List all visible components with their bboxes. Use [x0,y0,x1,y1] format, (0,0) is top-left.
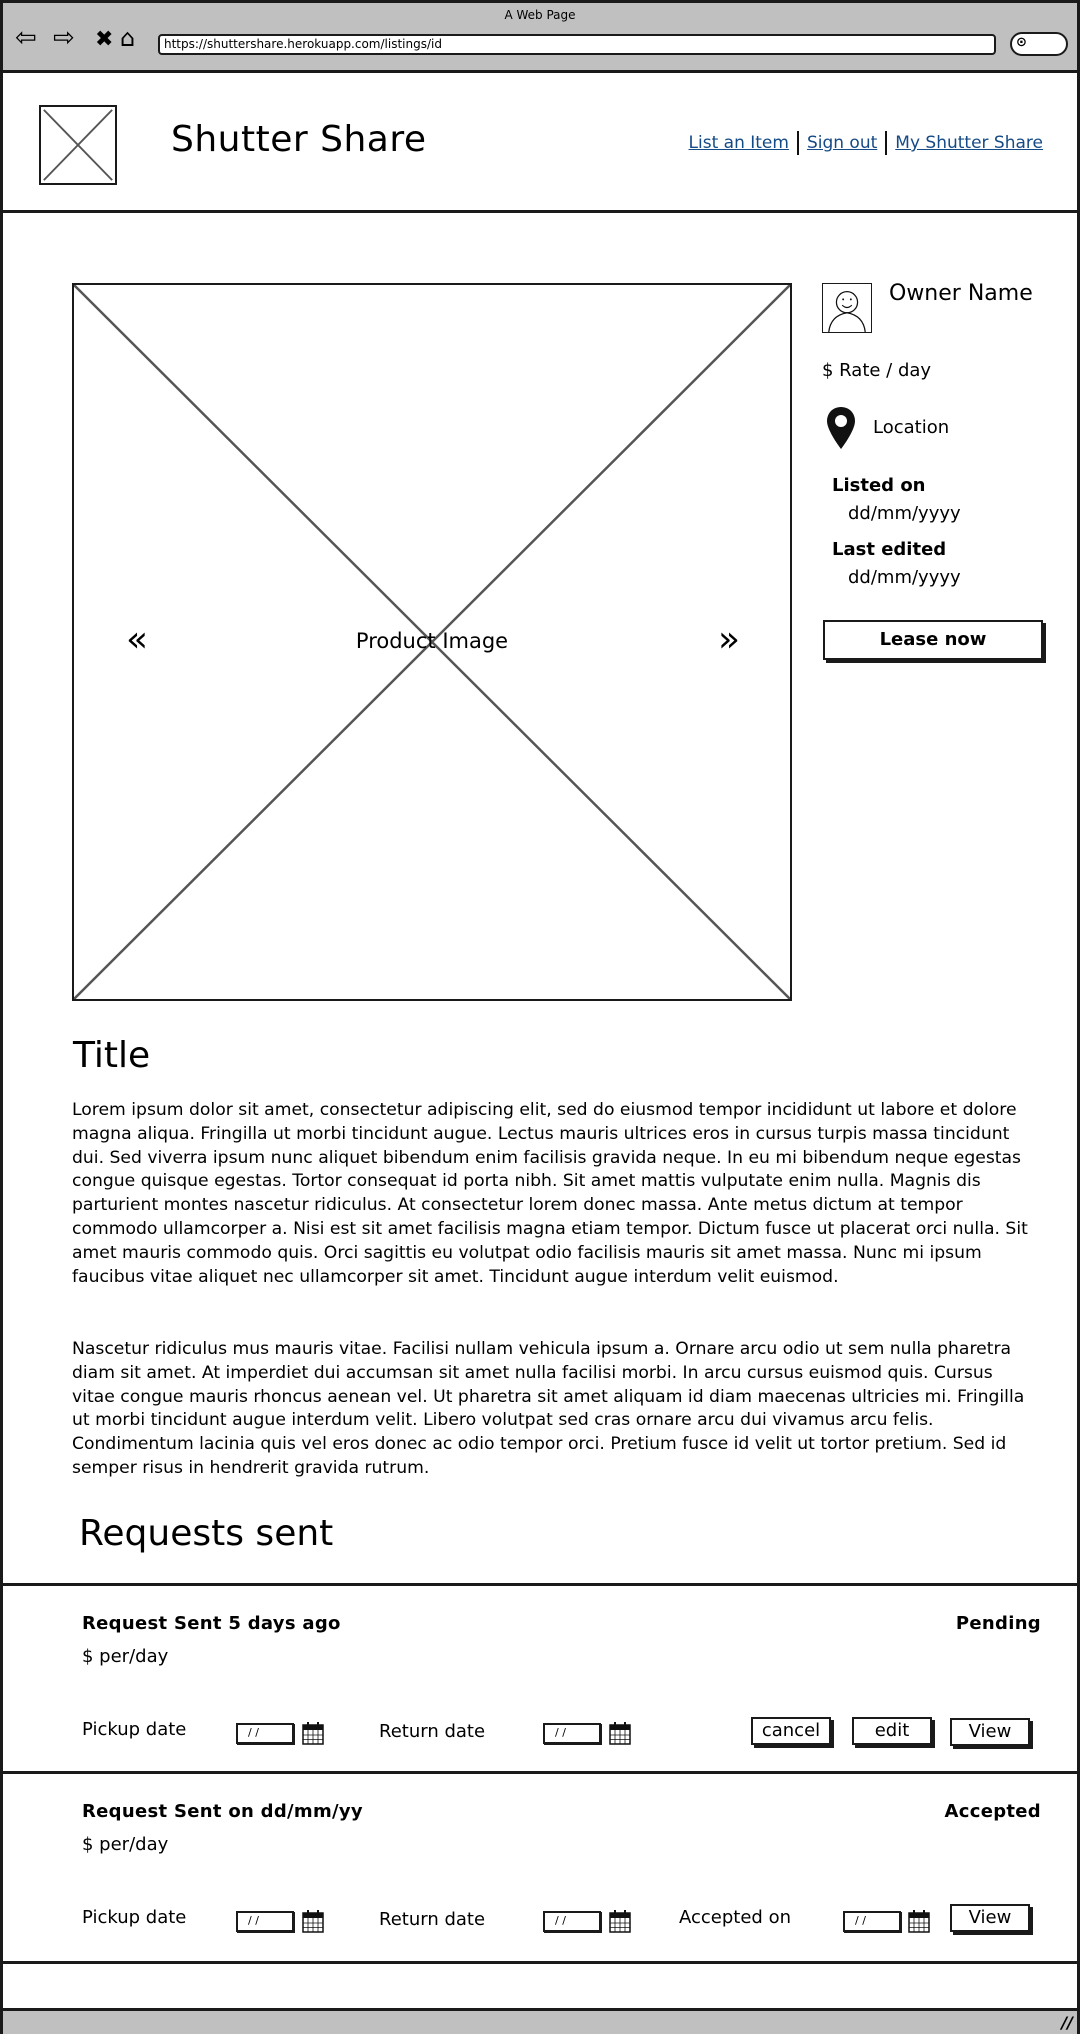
listed-on-value: dd/mm/yyyy [848,503,961,524]
divider [3,1771,1077,1774]
browser-toolbar [3,3,1077,73]
nav-divider [797,131,799,155]
request-rate: $ per/day [82,1834,169,1855]
return-date-input[interactable]: / / [543,1911,601,1932]
forward-arrow-icon[interactable]: ⇨ [53,23,75,53]
request-rate: $ per/day [82,1646,169,1667]
accepted-on-input[interactable]: / / [843,1911,901,1932]
return-date-label: Return date [379,1909,486,1930]
listed-on-label: Listed on [832,475,926,496]
pickup-date-label: Pickup date [82,1719,187,1740]
status-badge: Pending [955,1613,1041,1634]
location-text: Location [873,417,950,438]
browser-status-bar [3,2008,1077,2034]
calendar-icon[interactable] [302,1909,324,1933]
product-image-carousel [72,283,792,1001]
divider [3,1583,1077,1586]
requests-section-title: Requests sent [79,1513,334,1554]
resize-grip-icon[interactable]: // [1061,2013,1073,2032]
request-title: Request Sent 5 days ago [82,1613,341,1634]
calendar-icon[interactable] [609,1909,631,1933]
header-nav [689,131,1043,155]
brand-title: Shutter Share [171,119,427,160]
description-paragraph-1: Lorem ipsum dolor sit amet, consectetur adipiscing elit, sed do eiusmod tempor incididunt ut labore et dolore magna aliqua. Fringilla ut morbi tincidunt augue. Lectus mauris ultrices eros in cursus turpis massa tincidunt dui. Sed viverra ipsum nunc aliquet bibendum enim facilisis gravida neque. In eu mi bibendum neque egestas congue quisque egestas. Tortor consequat id porta nibh. Sit amet mattis vulputate enim nulla. Magnis dis parturient montes nascetur ridiculus. At consectetur lorem donec massa. Ante metus dictum at tempor commodo ullamcorper a. Nisi est sit amet facilisis magna etiam tempor. Dictum fusce ut placerat orci nulla. Sit amet mauris commodo quis. Orci sagittis eu volutpat odio facilisis mauris sit amet massa. Nunc mi ipsum faucibus vitae aliquet nec ullamcorper sit amet. Tincidunt augue interdum velit euismod. [72,1100,1028,1287]
user-avatar-icon [823,284,871,332]
previous-image-icon[interactable]: « [126,619,149,660]
app-header [3,73,1077,213]
pickup-date-input[interactable]: / / [236,1911,294,1932]
calendar-icon[interactable] [302,1721,324,1745]
rate-per-day: $ Rate / day [822,360,932,381]
nav-divider [885,131,887,155]
back-arrow-icon[interactable]: ⇦ [15,23,37,53]
view-button[interactable]: View [950,1718,1030,1746]
last-edited-value: dd/mm/yyyy [848,567,961,588]
browser-search-button[interactable] [1010,32,1068,56]
sign-out-link[interactable]: Sign out [806,133,878,153]
next-image-icon[interactable]: » [717,619,740,660]
product-image-label: Product Image [355,629,509,653]
window-title: A Web Page [504,8,576,22]
image-placeholder-icon [41,107,115,183]
description-paragraph-2: Nascetur ridiculus mus mauris vitae. Facilisi nullam vehicula ipsum a. Ornare arcu odio ut sem nulla pharetra diam sit amet. At imperdiet dui accumsan sit amet nulla facilisi morbi. In arcu cursus euismod quis. Cursus vitae congue mauris rhoncus aenean vel. Ut pharetra sit amet aliquam id diam maecenas ultricies mi. Fringilla ut morbi tincidunt augue interdum velit. Libero volutpat sed cras ornare arcu dui vivamus arcu felis. Condimentum lacinia quis vel eros donec ac odio tempor orci. Pretium fusce id velit ut tortor pretium. Sed id semper risus in hendrerit gravida rutrum. [72,1339,1025,1478]
owner-name[interactable]: Owner Name [889,281,1033,306]
last-edited-label: Last edited [832,539,947,560]
owner-avatar[interactable] [822,283,872,333]
close-x-icon[interactable]: ✖ [95,27,114,52]
status-badge: Accepted [944,1801,1041,1822]
listing-title: Title [73,1035,151,1076]
lease-now-button[interactable]: Lease now [823,620,1043,660]
return-date-label: Return date [379,1721,486,1742]
divider [3,1961,1077,1964]
edit-button[interactable]: edit [852,1717,932,1745]
accepted-on-label: Accepted on [679,1907,791,1928]
magnifier-icon: ⊙ [1016,35,1027,50]
pickup-date-label: Pickup date [82,1907,187,1928]
calendar-icon[interactable] [908,1909,930,1933]
view-button[interactable]: View [950,1904,1030,1932]
cancel-button[interactable]: cancel [751,1717,831,1745]
home-icon[interactable]: ⌂ [120,24,136,52]
list-item-link[interactable]: List an Item [688,133,789,153]
calendar-icon[interactable] [609,1721,631,1745]
logo-placeholder[interactable] [39,105,117,185]
request-title: Request Sent on dd/mm/yy [82,1801,363,1822]
pickup-date-input[interactable]: / / [236,1723,294,1744]
location-pin-icon [826,406,856,450]
url-input[interactable]: https://shuttershare.herokuapp.com/listings/id [158,34,996,55]
my-shutter-share-link[interactable]: My Shutter Share [895,133,1043,153]
return-date-input[interactable]: / / [543,1723,601,1744]
